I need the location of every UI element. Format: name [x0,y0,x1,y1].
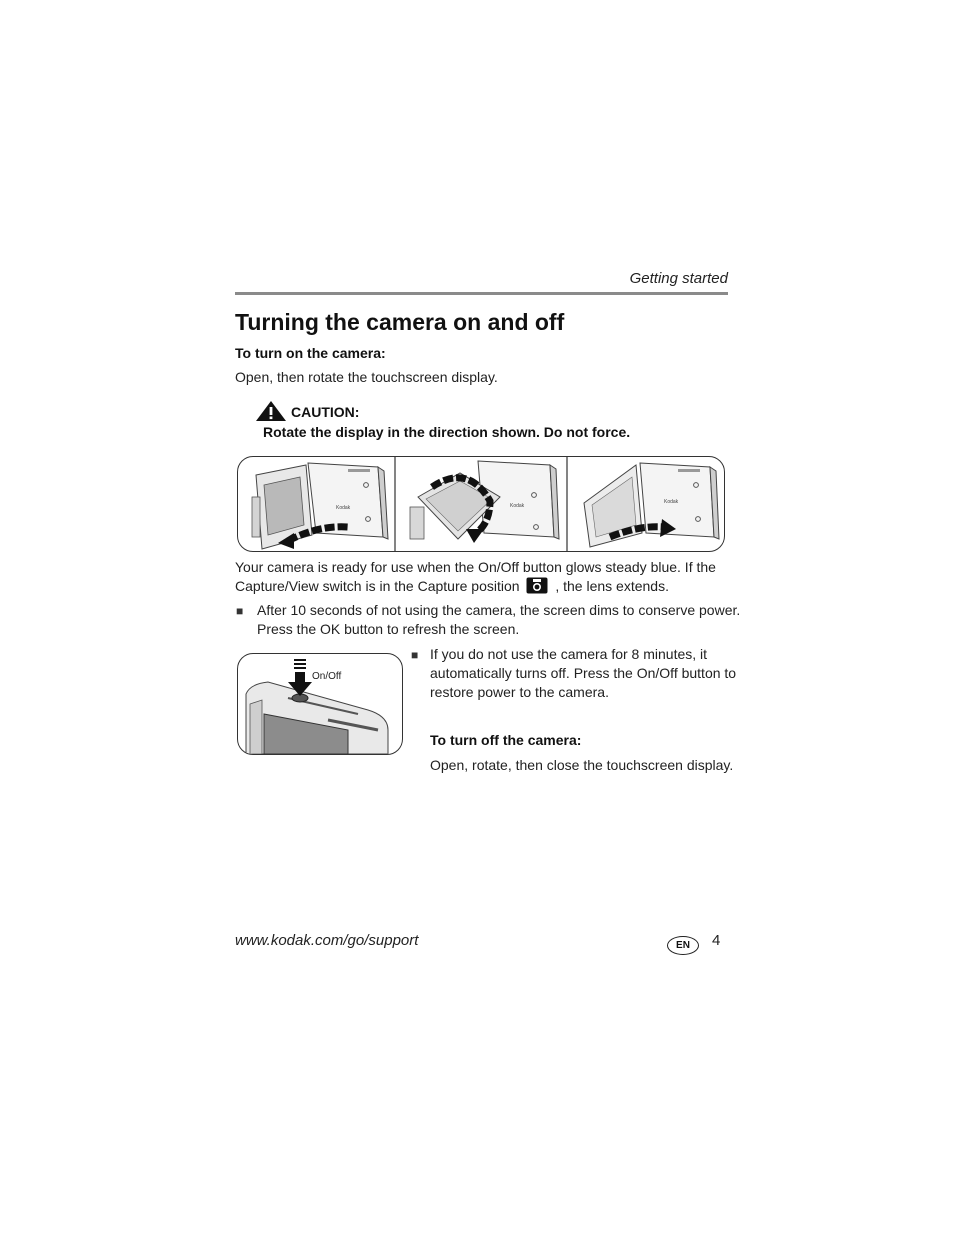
panel-2-brand: Kodak [510,503,525,509]
rotate-display-figure [237,456,725,552]
bullet-1-line1: After 10 seconds of not using the camera, the screen dims to conserve power. [257,602,741,618]
bullet-2-line1: If you do not use the camera for 8 minutes, it [430,646,708,662]
ready-text-line2-pre: Capture/View switch is in the Capture position [235,578,520,594]
language-badge: EN [667,936,699,955]
ready-text-line2-post: , the lens extends. [555,578,669,594]
panel-1-brand: Kodak [336,505,351,511]
ready-text-line2 [235,577,669,596]
page-title: Turning the camera on and off [235,309,565,335]
camera-icon [526,577,548,594]
panel-2-camera [410,461,559,543]
panel-3-camera [584,463,719,547]
caution-text: Rotate the display in the direction shown. Do not force. [263,424,631,440]
bullet-2-line2: automatically turns off. Press the On/Off button to [430,665,737,681]
rotate-display-illustration [238,457,724,551]
caution-label: CAUTION: [291,404,360,420]
panel-1-camera [252,463,388,549]
turn-on-heading: To turn on the camera: [235,345,386,361]
panel-3-brand: Kodak [664,499,679,505]
bullet-1-line2: Press the OK button to refresh the screen. [257,621,520,637]
turn-off-heading: To turn off the camera: [430,732,582,748]
onoff-figure [237,653,403,755]
bullet-2-line3: restore power to the camera. [430,684,609,700]
ready-text-line1: Your camera is ready for use when the On/Off button glows steady blue. If the [235,559,716,575]
turn-off-instruction: Open, rotate, then close the touchscreen display. [430,757,734,773]
turn-on-instruction: Open, then rotate the touchscreen display. [235,369,498,385]
page-number: 4 [712,932,721,949]
support-url[interactable]: www.kodak.com/go/support [235,932,419,949]
section-label: Getting started [629,270,728,287]
bullet-marker-2: ■ [411,648,419,662]
header-rule [235,292,728,295]
warning-icon [255,400,287,422]
bullet-marker-1: ■ [236,604,244,618]
onoff-label: On/Off [312,671,342,682]
onoff-illustration [238,654,402,754]
